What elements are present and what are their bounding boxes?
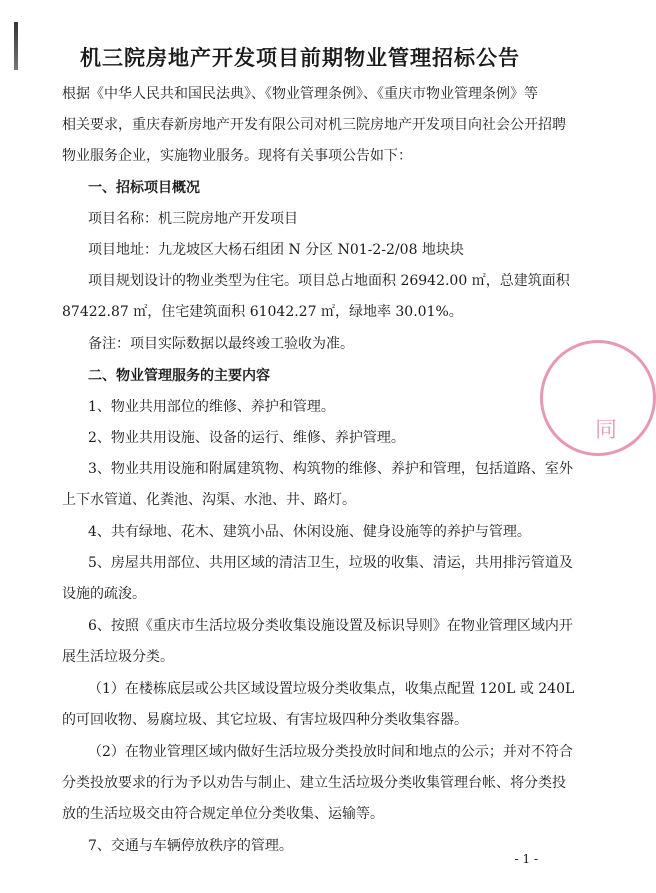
paragraph-line: 6、按照《重庆市生活垃圾分类收集设施设置及标识导则》在物业管理区域内开 xyxy=(88,618,573,634)
paragraph-line: 1、物业共用部位的维修、养护和管理。 xyxy=(88,399,335,415)
paragraph-line: （2）在物业管理区域内做好生活垃圾分类投放时间和地点的公示；并对不符合 xyxy=(88,744,573,760)
red-seal-stamp xyxy=(540,340,656,456)
paragraph-line: 备注：项目实际数据以最终竣工验收为准。 xyxy=(88,336,354,352)
paragraph-line: 项目规划设计的物业类型为住宅。项目总占地面积 26942.00 ㎡，总建筑面积 xyxy=(88,273,570,289)
paragraph-line: 上下水管道、化粪池、沟渠、水池、井、路灯。 xyxy=(62,492,356,508)
paragraph-line: 的可回收物、易腐垃圾、其它垃圾、有害垃圾四种分类收集容器。 xyxy=(62,712,468,728)
page-number: - 1 - xyxy=(514,852,538,866)
paragraph-line: 4、共有绿地、花木、建筑小品、休闲设施、健身设施等的养护与管理。 xyxy=(88,524,531,540)
paragraph-line: 相关要求，重庆春新房地产开发有限公司对机三院房地产开发项目向社会公开招聘 xyxy=(62,117,566,133)
paragraph-line: 根据《中华人民共和国民法典》、《物业管理条例》、《重庆市物业管理条例》等 xyxy=(62,86,538,102)
paragraph-line: 项目名称：机三院房地产开发项目 xyxy=(88,211,298,227)
paragraph-line: 放的生活垃圾交由符合规定单位分类收集、运输等。 xyxy=(62,806,384,822)
paragraph-line: 3、物业共用设施和附属建筑物、构筑物的维修、养护和管理，包括道路、室外 xyxy=(88,461,573,477)
paragraph-line: 设施的疏浚。 xyxy=(62,586,146,602)
section-heading: 二、物业管理服务的主要内容 xyxy=(88,368,270,384)
document-title: 机三院房地产开发项目前期物业管理招标公告 xyxy=(80,45,520,70)
paragraph-line: 87422.87 ㎡，住宅建筑面积 61042.27 ㎡，绿地率 30.01%。 xyxy=(62,304,463,320)
stamp-char: 同 xyxy=(595,418,618,443)
paragraph-line: 物业服务企业，实施物业服务。现将有关事项公告如下： xyxy=(62,148,412,164)
section-heading: 一、招标项目概况 xyxy=(88,180,200,196)
paragraph-line: 7、交通与车辆停放秩序的管理。 xyxy=(88,838,293,854)
paragraph-line: （1）在楼栋底层或公共区域设置垃圾分类收集点，收集点配置 120L 或 240L xyxy=(88,681,575,697)
paragraph-line: 展生活垃圾分类。 xyxy=(62,649,174,665)
paragraph-line: 项目地址：九龙坡区大杨石组团 N 分区 N01-2-2/08 地块块 xyxy=(88,242,464,258)
paragraph-line: 2、物业共用设施、设备的运行、维修、养护管理。 xyxy=(88,430,405,446)
paragraph-line: 分类投放要求的行为予以劝告与制止、建立生活垃圾分类收集管理台帐、将分类投 xyxy=(62,775,566,791)
paragraph-line: 5、房屋共用部位、共用区域的清洁卫生，垃圾的收集、清运，共用排污管道及 xyxy=(88,555,573,571)
